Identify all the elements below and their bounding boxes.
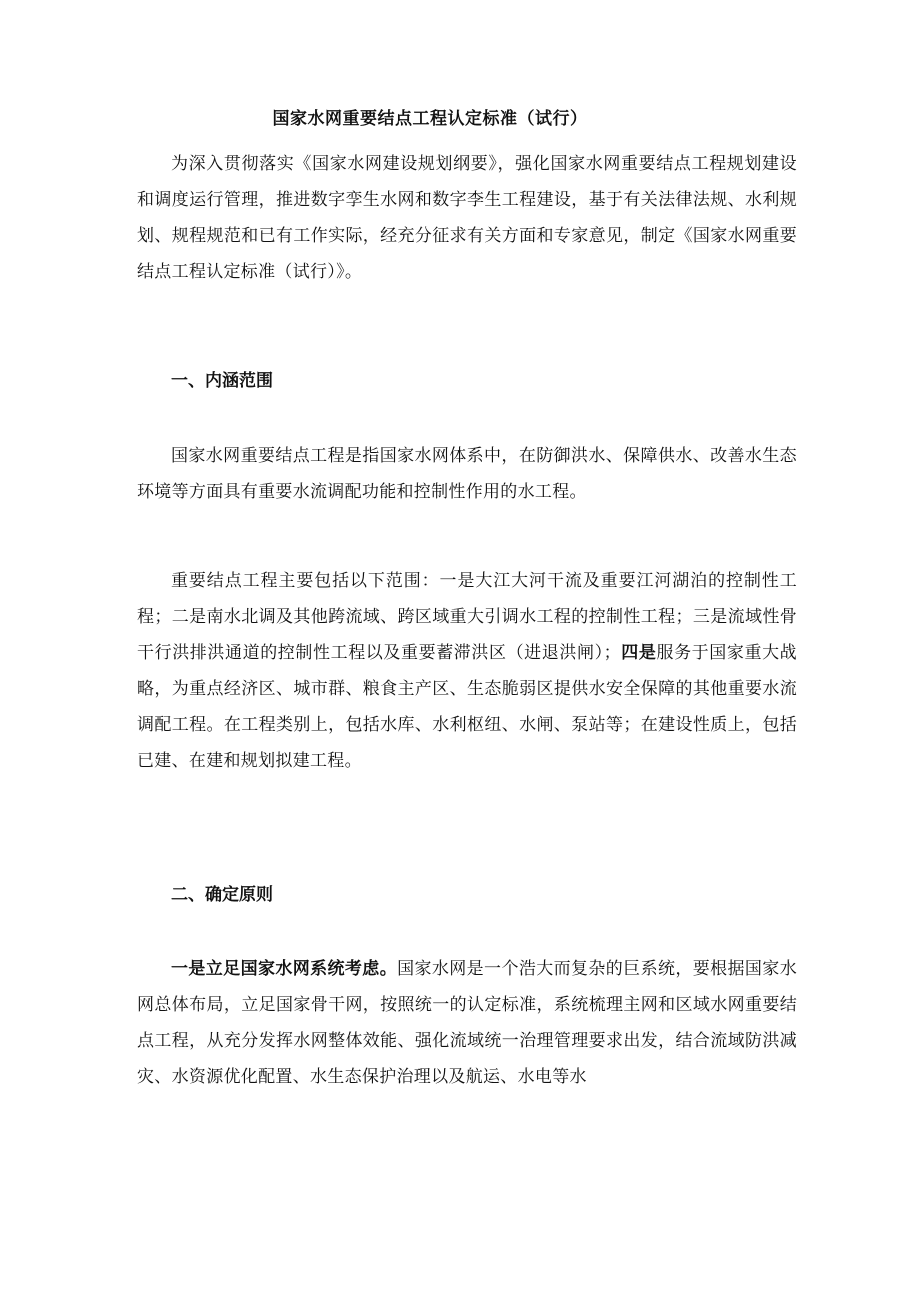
section-heading-principles: 二、确定原则 [171,885,273,905]
principle-one-paragraph [137,951,797,1095]
scope-definition-paragraph: 国家水网重要结点工程是指国家水网体系中，在防御洪水、保障供水、改善水生态环境等方面具有重要水流调配功能和控制性作用的水工程。 [137,446,797,502]
section-heading-scope: 一、内涵范围 [171,371,273,391]
document-title: 国家水网重要结点工程认定标准（试行） [272,109,588,129]
intro-paragraph: 为深入贯彻落实《国家水网建设规划纲要》，强化国家水网重要结点工程规划建设和调度运行管理，推进数字孪生水网和数字李生工程建设，基于有关法律法规、水利规划、规程规范和已有工作实际，经充分征求有关方面和专家意见，制定《国家水网重要结点工程认定标准（试行）》。 [137,154,797,282]
principle-one-text: 国家水网是一个浩大而复杂的巨系统，要根据国家水网总体布局，立足国家骨干网，按照统一的认定标准，系统梳理主网和区域水网重要结点工程，从充分发挥水网整体效能、强化流域统一治理管理要求出发，结合流域防洪减灾、水资源优化配置、水生态保护治理以及航运、水电等水 [137,959,797,1087]
principle-one-bold: 一是立足国家水网系统考虑。 [171,959,398,979]
scope-range-text-b: 服务于国家重大战略，为重点经济区、城市群、粮食主产区、生态脆弱区提供水安全保障的其他重要水流调配工程。在工程类别上，包括水库、水利枢纽、水闸、泵站等；在建设性质上，包括已建、在建和规划拟建工程。 [137,643,797,771]
scope-range-paragraph [137,563,797,779]
scope-range-bold: 四是 [620,643,657,663]
scope-range-text-a: 重要结点工程主要包括以下范围：一是大江大河干流及重要江河湖泊的控制性工程；二是南水北调及其他跨流域、跨区域重大引调水工程的控制性工程；三是流域性骨干行洪排洪通道的控制性工程以及重要蓄滞洪区（进退洪闸）； [137,571,797,663]
